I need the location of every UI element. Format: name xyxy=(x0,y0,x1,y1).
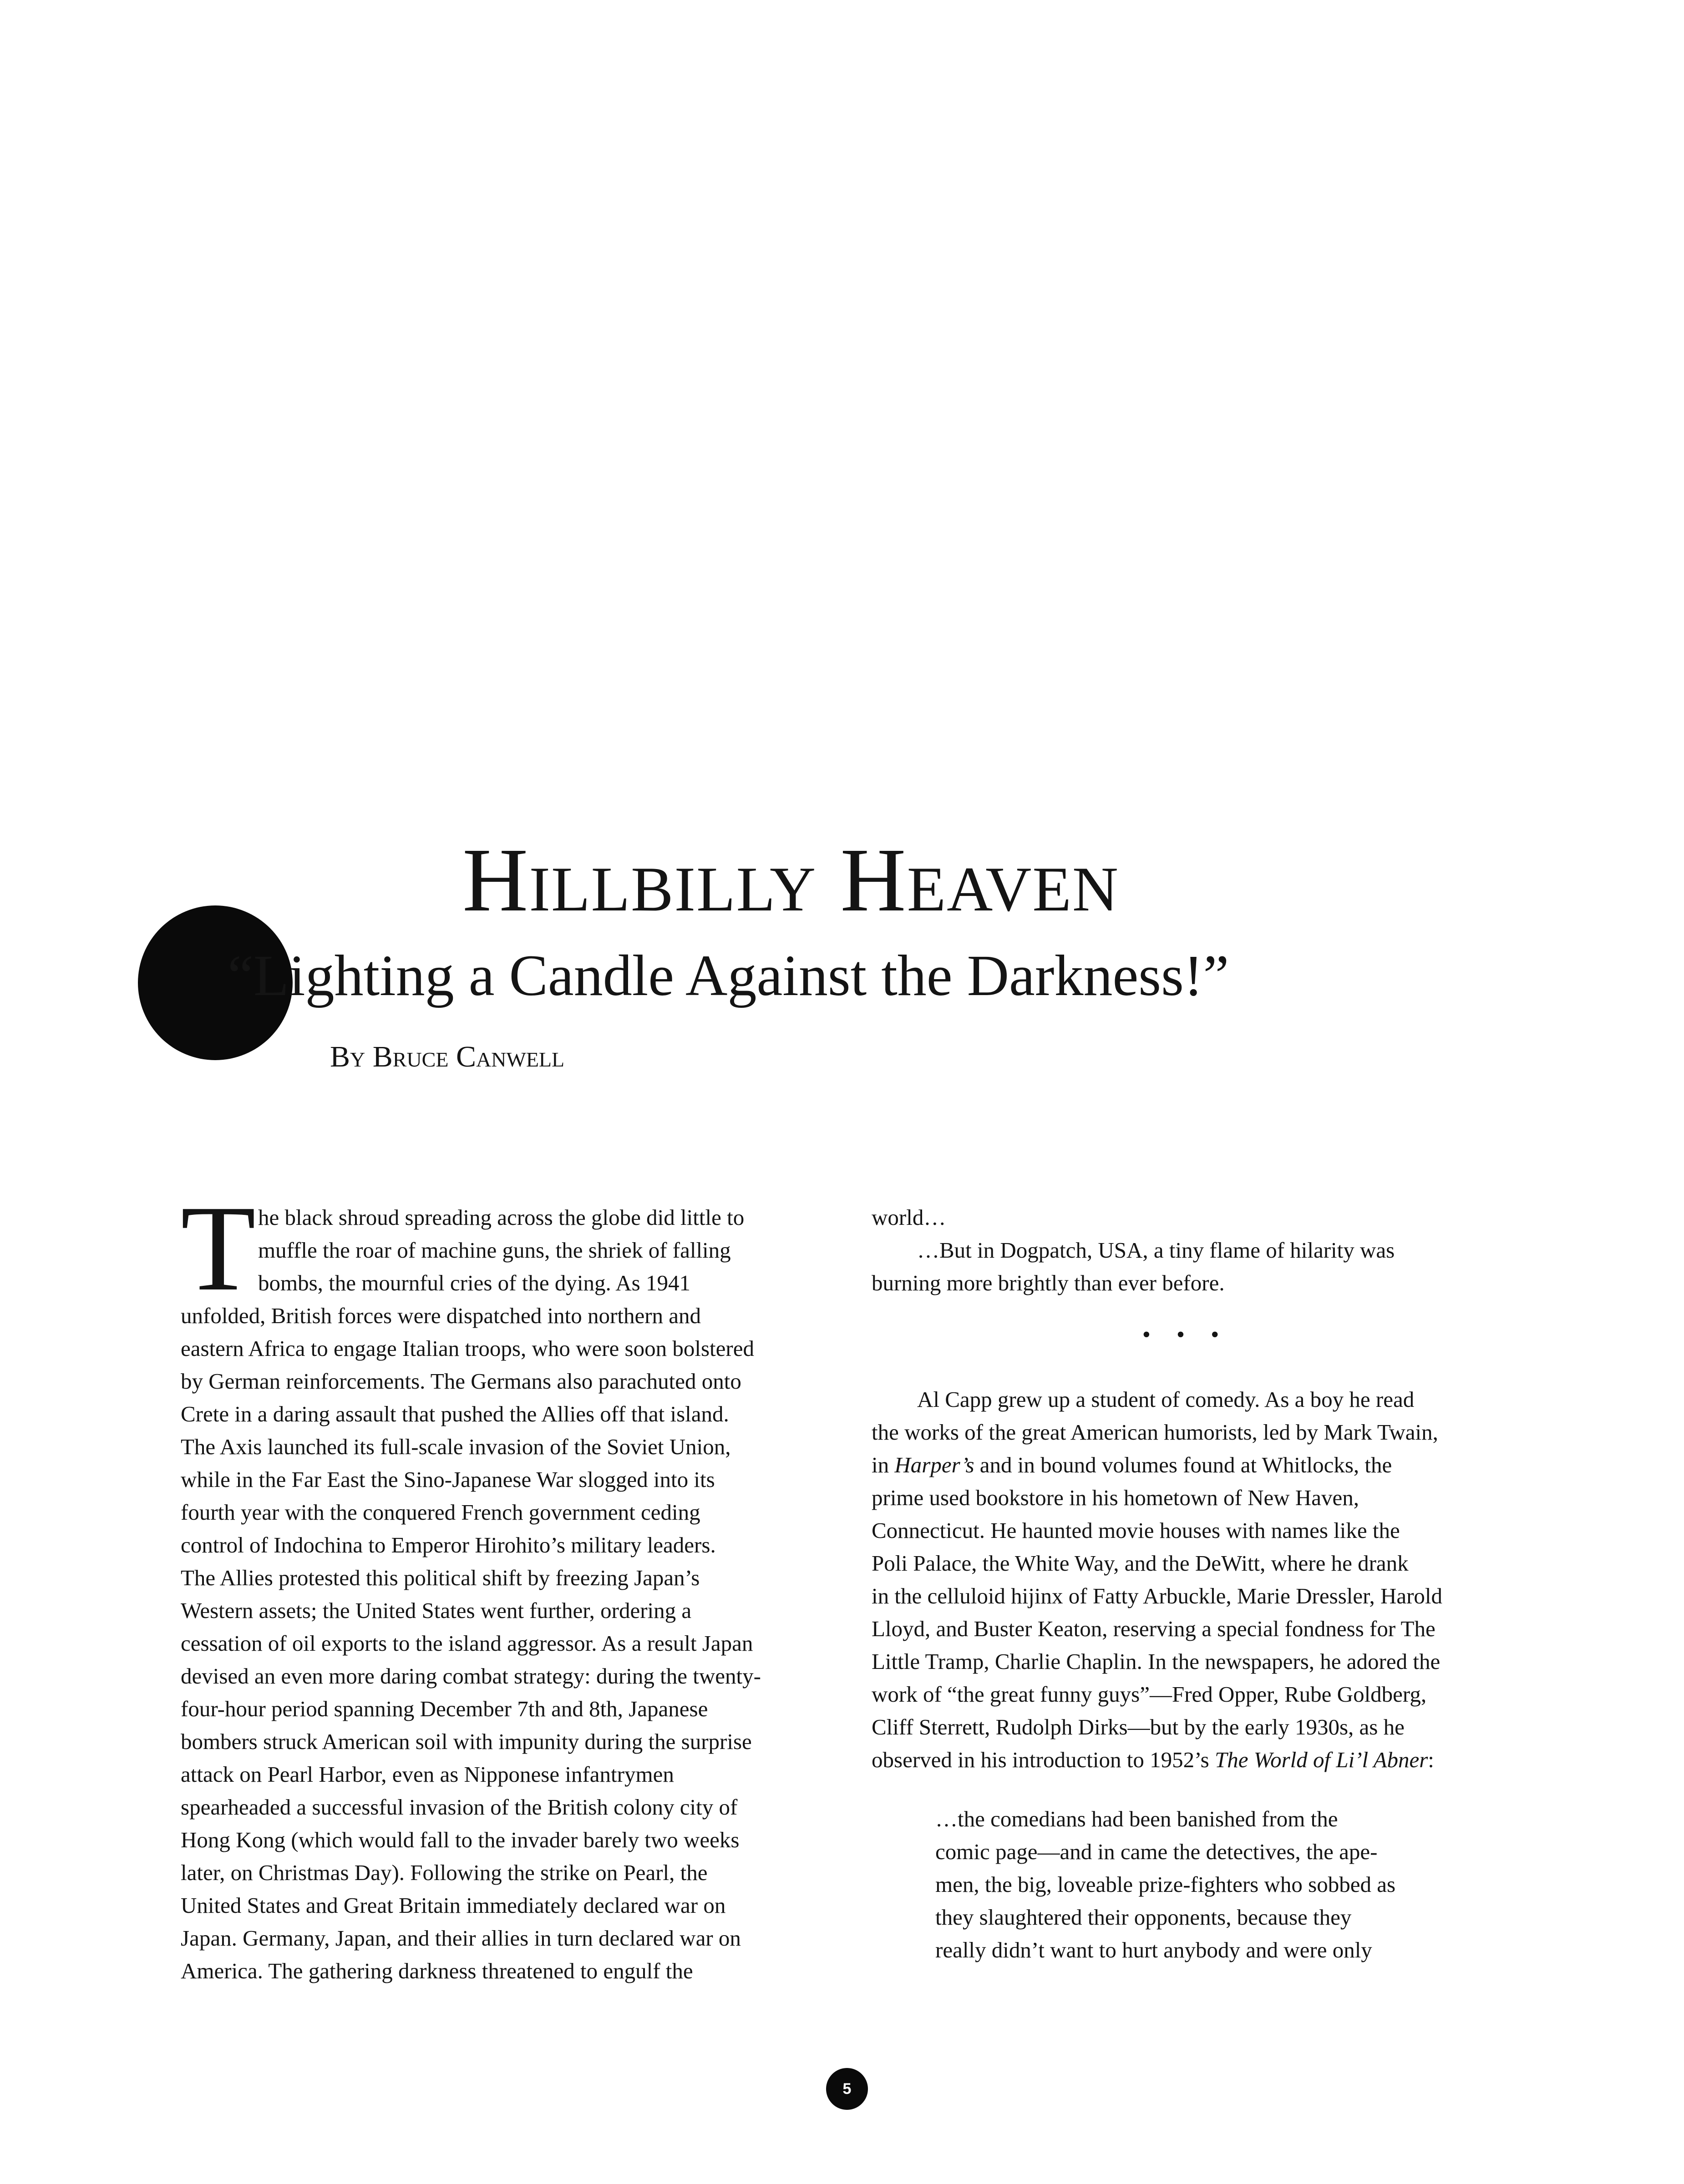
text-line: he black shroud spreading across the globe did little to xyxy=(258,1205,745,1230)
text-line: four-hour period spanning December 7th and 8th, Japanese xyxy=(181,1696,708,1721)
block-quote xyxy=(872,1803,1500,1967)
left-column xyxy=(181,1180,800,1987)
text-line: in the celluloid hijinx of Fatty Arbuckle, Marie Dressler, Harold xyxy=(872,1583,1443,1608)
text-line: Al Capp grew up a student of comedy. As a boy he read xyxy=(917,1387,1415,1412)
text-line: the works of the great American humorists, led by Mark Twain, xyxy=(872,1420,1438,1445)
text-line: Hong Kong (which would fall to the invader barely two weeks xyxy=(181,1827,740,1852)
text-line: Cliff Sterrett, Rudolph Dirks—but by the early 1930s, as he xyxy=(872,1714,1405,1739)
quote-line: really didn’t want to hurt anybody and were only xyxy=(935,1937,1372,1962)
text-line: bombers struck American soil with impunity during the surprise xyxy=(181,1729,752,1754)
quote-line: men, the big, loveable prize-fighters who sobbed as xyxy=(935,1872,1396,1897)
byline: By Bruce Canwell xyxy=(330,1040,565,1073)
text-line: cessation of oil exports to the island aggressor. As a result Japan xyxy=(181,1631,753,1656)
text-line: Western assets; the United States went further, ordering a xyxy=(181,1598,692,1623)
quote-line: comic page—and in came the detectives, the ape- xyxy=(935,1839,1378,1864)
section-break-ornament: • • • xyxy=(1142,1322,1229,1348)
text-line: Little Tramp, Charlie Chaplin. In the newspapers, he adored the xyxy=(872,1649,1441,1674)
book-title: The World of Li’l Abner xyxy=(1215,1747,1428,1772)
text-line: by German reinforcements. The Germans also parachuted onto xyxy=(181,1369,741,1394)
quote-line: …the comedians had been banished from the xyxy=(935,1806,1338,1831)
article-title: Hillbilly Heaven xyxy=(462,830,1119,930)
text-line: while in the Far East the Sino-Japanese War slogged into its xyxy=(181,1467,715,1492)
continuation-text: world… xyxy=(872,1205,946,1230)
text-line: later, on Christmas Day). Following the strike on Pearl, the xyxy=(181,1860,708,1885)
text-line: spearheaded a successful invasion of the British colony city of xyxy=(181,1795,738,1820)
text-line: Poli Palace, the White Way, and the DeWitt, where he drank xyxy=(872,1551,1409,1576)
text-line: control of Indochina to Emperor Hirohito’s military leaders. xyxy=(181,1532,716,1557)
text-line: United States and Great Britain immediately declared war on xyxy=(181,1893,726,1918)
magazine-title: Harper’s xyxy=(894,1452,974,1477)
text-line: Lloyd, and Buster Keaton, reserving a special fondness for The xyxy=(872,1616,1435,1641)
text-line: America. The gathering darkness threatened to engulf the xyxy=(181,1958,693,1983)
text-line: The Allies protested this political shift by freezing Japan’s xyxy=(181,1565,700,1590)
text-line: attack on Pearl Harbor, even as Nipponese infantrymen xyxy=(181,1762,674,1787)
text-line: …But in Dogpatch, USA, a tiny flame of hilarity was xyxy=(917,1238,1395,1263)
drop-cap: T xyxy=(181,1180,256,1316)
quote-line: they slaughtered their opponents, because they xyxy=(935,1905,1352,1930)
text-line: eastern Africa to engage Italian troops, who were soon bolstered xyxy=(181,1336,754,1361)
text-line: Crete in a daring assault that pushed the Allies off that island. xyxy=(181,1401,729,1426)
text-line: work of “the great funny guys”—Fred Opper, Rube Goldberg, xyxy=(872,1682,1427,1707)
text-line: muffle the roar of machine guns, the shriek of falling xyxy=(258,1238,731,1263)
text-line: observed in his introduction to 1952’s The World of Li’l Abner: xyxy=(872,1747,1434,1772)
text-line: burning more brightly than ever before. xyxy=(872,1270,1225,1295)
text-line: prime used bookstore in his hometown of New Haven, xyxy=(872,1485,1359,1510)
article-subtitle: “Lighting a Candle Against the Darkness!” xyxy=(228,943,1229,1008)
text-line: Japan. Germany, Japan, and their allies in turn declared war on xyxy=(181,1926,741,1951)
text-line: bombs, the mournful cries of the dying. As 1941 xyxy=(258,1270,690,1295)
right-column xyxy=(872,1201,1500,1967)
text-line: unfolded, British forces were dispatched into northern and xyxy=(181,1303,701,1328)
text-line: The Axis launched its full-scale invasion of the Soviet Union, xyxy=(181,1434,731,1459)
page-number: 5 xyxy=(826,2068,868,2110)
text-line: fourth year with the conquered French government ceding xyxy=(181,1500,700,1525)
text-line: in Harper’s and in bound volumes found at Whitlocks, the xyxy=(872,1452,1392,1477)
text-line: devised an even more daring combat strategy: during the twenty- xyxy=(181,1663,761,1689)
text-line: Connecticut. He haunted movie houses with names like the xyxy=(872,1518,1400,1543)
